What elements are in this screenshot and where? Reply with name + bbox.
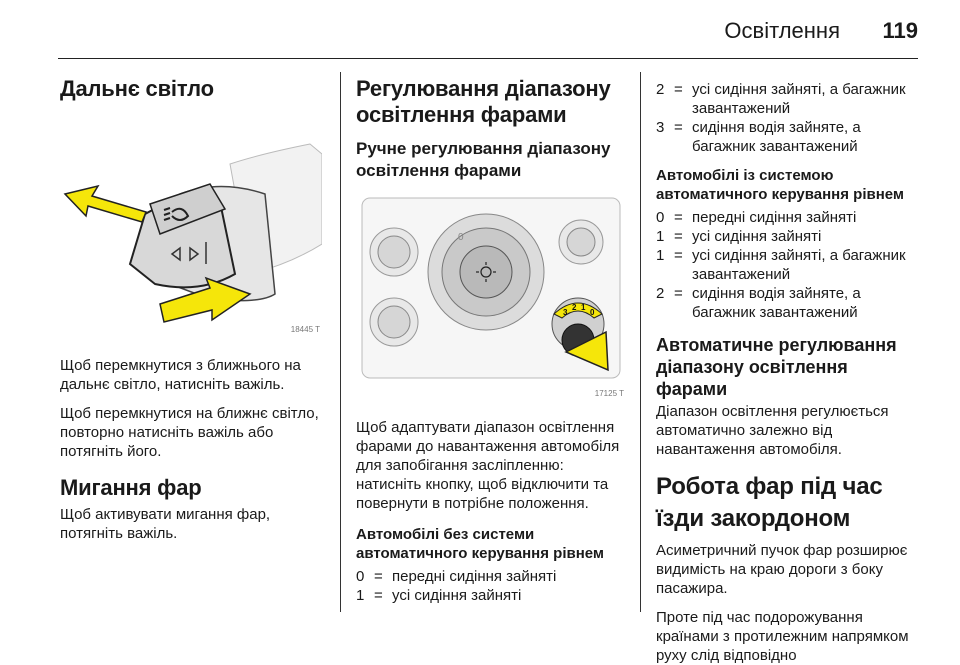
para-high-beam-off: Щоб перемкнутися на ближнє світло, повторно натисніть важіль або потягніть його. xyxy=(60,405,319,460)
heading-range-adjust: Регулювання діапазону освітлення фарами xyxy=(356,76,611,127)
list-no-auto-level xyxy=(356,567,626,605)
page-section-title: Освітлення xyxy=(724,18,840,43)
para-auto-range: Діапазон освітлення регулюється автоматично залежно від навантаження автомобіля. xyxy=(656,403,889,458)
figure-code: 18445 T xyxy=(290,325,320,334)
figure-high-beam-lever xyxy=(60,124,322,336)
column-divider-2 xyxy=(640,72,641,612)
dial-label-1: 1 xyxy=(581,303,586,312)
column-1 xyxy=(60,76,322,543)
subheading-auto-level: Автомобілі із системою автоматичного керування рівнем xyxy=(656,167,905,203)
subheading-no-auto-level: Автомобілі без системи автоматичного керування рівнем xyxy=(356,526,605,562)
list-item: 0 = передні сидіння зайняті xyxy=(356,568,557,585)
dial-label-2: 2 xyxy=(572,303,577,312)
list-continued xyxy=(656,80,920,156)
list-auto-level xyxy=(656,208,920,322)
switch-zero-label: 0 xyxy=(458,232,464,243)
list-item: 1 = усі сидіння зайняті xyxy=(356,587,522,604)
push-arrow-icon xyxy=(65,186,146,222)
panel-illustration xyxy=(356,192,626,400)
column-2 xyxy=(356,76,626,605)
heading-auto-range: Автоматичне регулювання діапазону освітлення фарами xyxy=(656,335,897,399)
para-high-beam-on: Щоб перемкнутися з ближнього на дальнє світло, натисніть важіль. xyxy=(60,357,301,393)
para-headlight-flash: Щоб активувати мигання фар, потягніть важіль. xyxy=(60,506,271,542)
figure-code: 17125 T xyxy=(594,389,624,398)
header-rule xyxy=(58,58,918,59)
column-3 xyxy=(656,76,920,665)
dial-label-3: 3 xyxy=(563,308,568,317)
para-abroad-1: Асиметричний пучок фар розширює видимість на краю дороги з боку пасажира. xyxy=(656,542,908,597)
heading-manual-range: Ручне регулювання діапазону освітлення фарами xyxy=(356,139,611,180)
lever-illustration xyxy=(60,124,322,336)
para-manual-range: Щоб адаптувати діапазон освітлення фарами до навантаження автомобіля для запобігання засліпленню: натисніть кнопку, щоб відключити та повернути в потрібне положення. xyxy=(356,419,620,512)
heading-abroad: Робота фар під час їзди закордоном xyxy=(656,473,883,532)
list-item: 1 = усі сидіння зайняті xyxy=(656,228,822,245)
page-header xyxy=(0,0,960,60)
list-item: 1 = усі сидіння зайняті, а багажник завантажений xyxy=(656,247,906,283)
figure-light-switch-panel xyxy=(356,192,626,400)
page-number: 119 xyxy=(882,18,918,43)
dial-label-0: 0 xyxy=(590,308,595,317)
para-abroad-2: Проте під час подорожування країнами з протилежним напрямком руху слід відповідно xyxy=(656,609,909,664)
list-item: 3 = сидіння водія зайняте, а багажник завантажений xyxy=(656,119,861,155)
heading-high-beam: Дальнє світло xyxy=(60,76,214,101)
heading-headlight-flash: Мигання фар xyxy=(60,475,202,500)
list-item: 0 = передні сидіння зайняті xyxy=(656,209,857,226)
column-divider-1 xyxy=(340,72,341,612)
list-item: 2 = сидіння водія зайняте, а багажник завантажений xyxy=(656,285,861,321)
list-item: 2 = усі сидіння зайняті, а багажник завантажений xyxy=(656,81,906,117)
